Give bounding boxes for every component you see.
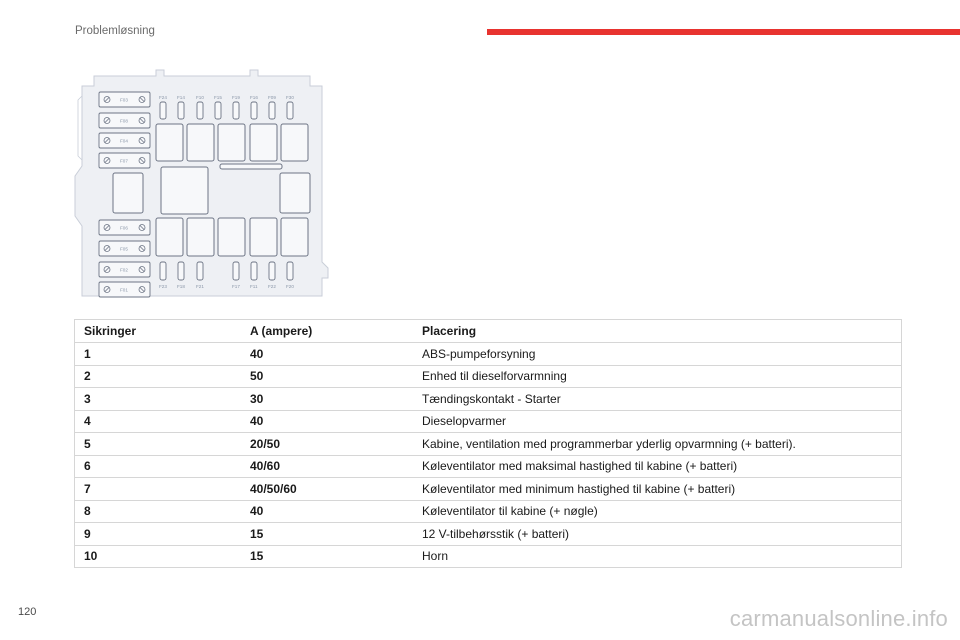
table-row xyxy=(75,500,902,523)
mini-fuse-f21 xyxy=(196,262,204,289)
fuse-ampere: 40 xyxy=(241,343,413,366)
table-row xyxy=(75,478,902,501)
fuse-number: 2 xyxy=(75,365,242,388)
fuse-label: F23 xyxy=(159,284,167,289)
fuse-label: F18 xyxy=(177,284,185,289)
fuse-box-diagram xyxy=(72,66,334,300)
fuse-block-f02 xyxy=(99,262,150,277)
mini-fuse-f18 xyxy=(177,262,185,289)
fuse-block-f06 xyxy=(99,220,150,235)
watermark[interactable]: carmanualsonline.info xyxy=(729,606,948,631)
fuse-label: F24 xyxy=(159,95,167,100)
mini-fuse-f30 xyxy=(286,95,294,119)
column-header-placement: Placering xyxy=(413,320,902,343)
fuse-label: F20 xyxy=(286,284,294,289)
table-row xyxy=(75,343,902,366)
fuse-table xyxy=(74,319,902,568)
fuse-label: F22 xyxy=(268,284,276,289)
mini-fuse-f15 xyxy=(214,95,222,119)
mini-fuse-f24 xyxy=(159,95,167,119)
fuse-ampere: 40 xyxy=(241,500,413,523)
fuse-label: F11 xyxy=(250,284,258,289)
fuse-ampere: 40/50/60 xyxy=(241,478,413,501)
fuse-label: F06 xyxy=(120,225,128,231)
mini-fuse-f11 xyxy=(250,262,258,289)
fuse-number: 1 xyxy=(75,343,242,366)
fuse-block-f04 xyxy=(99,133,150,148)
fuse-number: 10 xyxy=(75,545,242,568)
fuse-label: F09 xyxy=(268,95,276,100)
fuse-label: F07 xyxy=(120,158,128,164)
mini-fuse-f14 xyxy=(177,95,185,119)
table-row xyxy=(75,523,902,546)
fuse-ampere: 30 xyxy=(241,388,413,411)
fuse-label: F05 xyxy=(120,246,128,252)
fuse-placement: Dieselopvarmer xyxy=(413,410,902,433)
table-header-row xyxy=(75,320,902,343)
mini-fuse-f23 xyxy=(159,262,167,289)
section-title: Problemløsning xyxy=(75,25,155,37)
fuse-block-f07 xyxy=(99,153,150,168)
fuse-label: F19 xyxy=(232,95,240,100)
column-header-fuses: Sikringer xyxy=(75,320,242,343)
fuse-label: F10 xyxy=(196,95,204,100)
fuse-ampere: 40 xyxy=(241,410,413,433)
fuse-placement: 12 V-tilbehørsstik (+ batteri) xyxy=(413,523,902,546)
mini-fuse-f19 xyxy=(232,95,240,119)
fuse-ampere: 15 xyxy=(241,545,413,568)
fuse-block-f05 xyxy=(99,241,150,256)
fuse-label: F02 xyxy=(120,267,128,273)
fuse-number: 7 xyxy=(75,478,242,501)
fuse-number: 8 xyxy=(75,500,242,523)
fuse-block-f03 xyxy=(99,92,150,107)
fuse-label: F21 xyxy=(196,284,204,289)
fuse-label: F03 xyxy=(120,97,128,103)
fuse-label: F14 xyxy=(177,95,185,100)
fuse-label: F04 xyxy=(120,138,128,144)
fuse-placement: Køleventilator med maksimal hastighed til kabine (+ batteri) xyxy=(413,455,902,478)
fuse-label: F16 xyxy=(250,95,258,100)
fuse-number: 6 xyxy=(75,455,242,478)
mini-fuse-f09 xyxy=(268,95,276,119)
fuse-placement: Horn xyxy=(413,545,902,568)
page-number: 120 xyxy=(18,606,37,618)
fuse-ampere: 50 xyxy=(241,365,413,388)
fuse-placement: ABS-pumpeforsyning xyxy=(413,343,902,366)
mini-fuse-f22 xyxy=(268,262,276,289)
fuse-label: F17 xyxy=(232,284,240,289)
fuse-number: 5 xyxy=(75,433,242,456)
fuse-block-f01 xyxy=(99,282,150,297)
fuse-number: 9 xyxy=(75,523,242,546)
mini-fuse-f17 xyxy=(232,262,240,289)
fuse-label: F08 xyxy=(120,118,128,124)
fuse-placement: Tændingskontakt - Starter xyxy=(413,388,902,411)
fuse-ampere: 40/60 xyxy=(241,455,413,478)
fuse-placement: Enhed til dieselforvarmning xyxy=(413,365,902,388)
mini-fuse-f20 xyxy=(286,262,294,289)
fuse-ampere: 20/50 xyxy=(241,433,413,456)
fuse-label: F15 xyxy=(214,95,222,100)
fuse-label: F01 xyxy=(120,287,128,293)
fuse-placement: Kabine, ventilation med programmerbar yderlig opvarmning (+ batteri). xyxy=(413,433,902,456)
column-header-ampere: A (ampere) xyxy=(241,320,413,343)
fuse-number: 3 xyxy=(75,388,242,411)
fuse-label: F30 xyxy=(286,95,294,100)
table-row xyxy=(75,455,902,478)
mini-fuse-f10 xyxy=(196,95,204,119)
mini-fuse-f16 xyxy=(250,95,258,119)
fuse-placement: Køleventilator med minimum hastighed til kabine (+ batteri) xyxy=(413,478,902,501)
fuse-ampere: 15 xyxy=(241,523,413,546)
table-row xyxy=(75,388,902,411)
table-row xyxy=(75,410,902,433)
table-row xyxy=(75,433,902,456)
fuse-block-f08 xyxy=(99,113,150,128)
header-accent-bar xyxy=(487,29,960,35)
table-row xyxy=(75,365,902,388)
table-row xyxy=(75,545,902,568)
fuse-placement: Køleventilator til kabine (+ nøgle) xyxy=(413,500,902,523)
fuse-number: 4 xyxy=(75,410,242,433)
